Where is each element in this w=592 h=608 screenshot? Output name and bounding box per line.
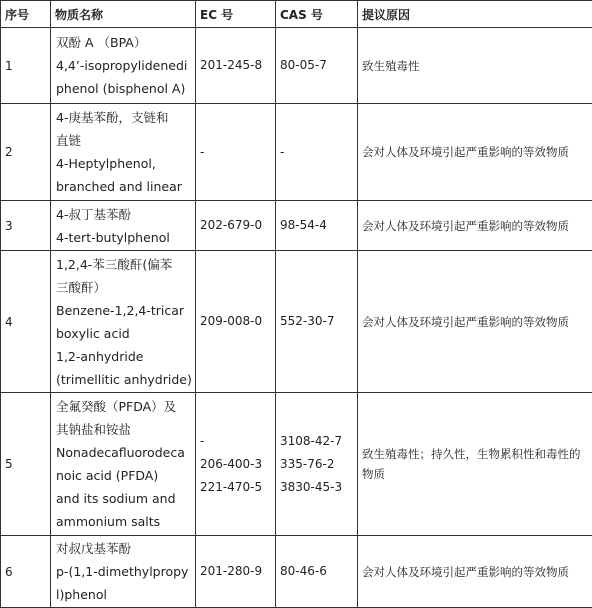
name-line: p-(1,1-dimethylpropy [56,560,191,583]
header-cas-number: CAS 号 [276,1,358,28]
name-line: 4,4’-isopropylidenedi [56,54,191,77]
substance-name [51,536,196,608]
ec-number [196,393,276,536]
ec-value: - [200,141,271,164]
cas-value: - [280,141,353,164]
name-line: and its sodium and [56,487,191,510]
name-line: 直链 [56,129,191,152]
reason: 会对人体及环境引起严重影响的等效物质 [358,201,592,251]
name-line: 全氟癸酸（PFDA）及 [56,395,191,418]
cas-value: 552-30-7 [280,310,353,333]
substance-name [51,393,196,536]
table-row [1,28,592,104]
reason: 会对人体及环境引起严重影响的等效物质 [358,536,592,608]
name-line: Nonadecafluorodeca [56,441,191,464]
table-row [1,393,592,536]
table-row [1,104,592,201]
cas-value: 80-05-7 [280,54,353,77]
ec-value: 201-280-9 [200,560,271,583]
substance-name [51,251,196,393]
name-line: 1,2-anhydride [56,345,191,368]
ec-value: 221-470-5 [200,476,271,499]
cas-number [276,104,358,201]
cas-number [276,28,358,104]
name-line: noic acid (PFDA) [56,464,191,487]
ec-value: 209-008-0 [200,310,271,333]
substance-name [51,104,196,201]
name-line: 4-叔丁基苯酚 [56,203,191,226]
ec-value: 206-400-3 [200,453,271,476]
name-line: 对叔戊基苯酚 [56,537,191,560]
table-row [1,251,592,393]
ec-number [196,104,276,201]
reason: 会对人体及环境引起严重影响的等效物质 [358,104,592,201]
ec-value: 202-679-0 [200,214,271,237]
name-line: 三酸酐） [56,276,191,299]
header-reason: 提议原因 [358,1,592,28]
table-row [1,201,592,251]
row-index: 6 [1,536,51,608]
substance-name [51,28,196,104]
cas-value: 3108-42-7 [280,430,353,453]
ec-value: - [200,430,271,453]
name-line: 4-Heptylphenol, [56,152,191,175]
cas-value: 3830-45-3 [280,476,353,499]
name-line: 1,2,4-苯三酸酐(偏苯 [56,253,191,276]
cas-value: 98-54-4 [280,214,353,237]
row-index: 5 [1,393,51,536]
name-line: phenol (bisphenol A) [56,77,191,100]
ec-number [196,28,276,104]
name-line: Benzene-1,2,4-tricar [56,299,191,322]
cas-value: 80-46-6 [280,560,353,583]
name-line: 双酚 A （BPA） [56,31,191,54]
name-line: l)phenol [56,583,191,606]
cas-number [276,201,358,251]
name-line: (trimellitic anhydride) [56,368,191,391]
header-index: 序号 [1,1,51,28]
name-line: 其钠盐和铵盐 [56,418,191,441]
name-line: branched and linear [56,175,191,198]
header-ec-number: EC 号 [196,1,276,28]
ec-number [196,201,276,251]
ec-number [196,251,276,393]
name-line: 4-庚基苯酚，支链和 [56,106,191,129]
reason: 致生殖毒性 [358,28,592,104]
name-line: ammonium salts [56,510,191,533]
row-index: 4 [1,251,51,393]
reason: 会对人体及环境引起严重影响的等效物质 [358,251,592,393]
substance-name [51,201,196,251]
ec-value: 201-245-8 [200,54,271,77]
row-index: 2 [1,104,51,201]
cas-number [276,393,358,536]
reason: 致生殖毒性；持久性，生物累积性和毒性的物质 [358,393,592,536]
row-index: 1 [1,28,51,104]
header-substance-name: 物质名称 [51,1,196,28]
cas-value: 335-76-2 [280,453,353,476]
ec-number [196,536,276,608]
table-header-row [1,1,592,28]
cas-number [276,251,358,393]
table-row [1,536,592,608]
cas-number [276,536,358,608]
name-line: boxylic acid [56,322,191,345]
row-index: 3 [1,201,51,251]
name-line: 4-tert-butylphenol [56,226,191,249]
